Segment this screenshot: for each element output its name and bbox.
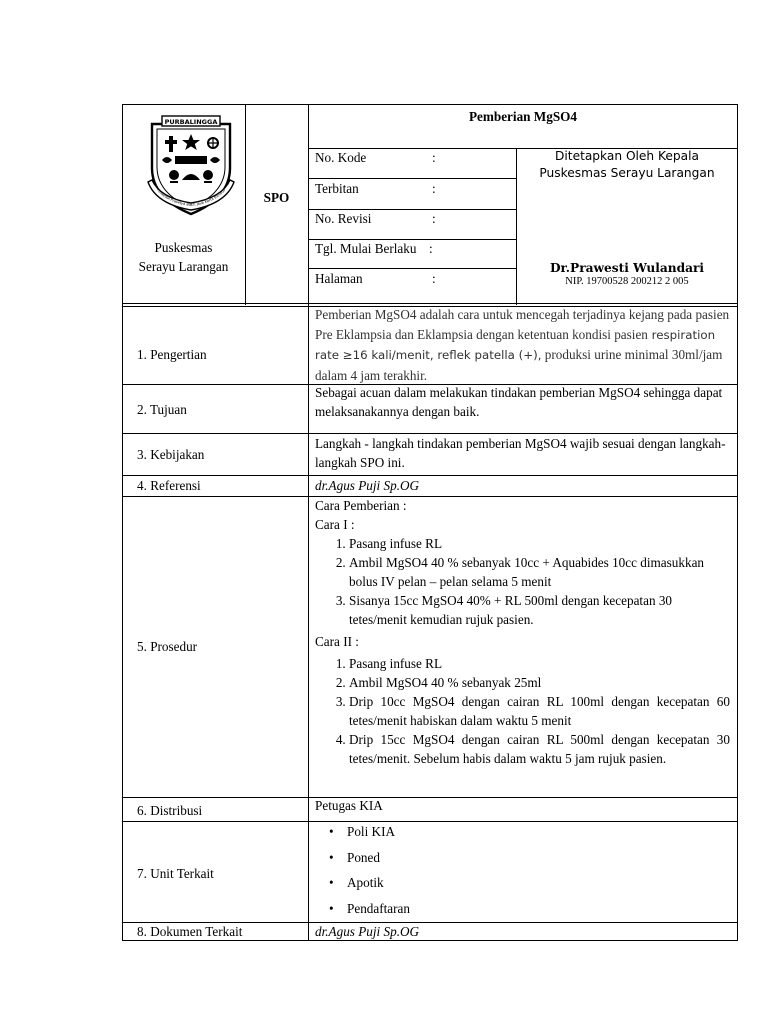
puskesmas-crest-logo — [142, 110, 240, 220]
list-item: • Poned — [333, 848, 733, 874]
section-label-distribusi: 6. Distribusi — [137, 803, 203, 818]
field-colon: : — [432, 211, 436, 226]
prosedur-cara1-title: Cara I : — [315, 517, 355, 532]
list-item: 1. Pasang infuse RL — [349, 654, 730, 673]
field-label: Terbitan — [315, 181, 359, 196]
field-tgl-mulai-berlaku — [315, 239, 515, 258]
prosedur-cara2-steps — [315, 654, 730, 768]
section-text-referensi: dr.Agus Puji Sp.OG — [315, 478, 420, 493]
field-colon: : — [432, 150, 436, 165]
pengertian-part2: respiration rate ≥16 kali/menit, reflek patella (+), — [315, 327, 716, 362]
section-prosedur-content — [315, 496, 730, 768]
field-label: Tgl. Mulai Berlaku — [315, 241, 417, 256]
field-colon: : — [429, 241, 433, 256]
field-no-revisi — [315, 209, 515, 228]
section-text-dokumen-terkait: dr.Agus Puji Sp.OG — [315, 924, 420, 939]
prosedur-cara1-steps — [315, 534, 730, 629]
list-item: 2. Ambil MgSO4 40 % sebanyak 25ml — [349, 673, 730, 692]
pengertian-part1: Pemberian MgSO4 adalah cara untuk mencegah terjadinya kejang pada pasien Pre Eklampsia dan Eklampsia dengan ketentuan kondisi pasien — [315, 307, 730, 342]
section-text-distribusi: Petugas KIA — [315, 798, 383, 813]
list-item: • Poli KIA — [333, 822, 733, 848]
field-colon: : — [432, 181, 436, 196]
list-item: 3. Drip 10cc MgSO4 dengan cairan RL 100ml dengan kecepatan 60 tetes/menit habiskan dalam waktu 5 menit — [349, 692, 730, 730]
section-unit-terkait-list — [315, 822, 733, 924]
list-item: 4. Drip 15cc MgSO4 dengan cairan RL 500ml dengan kecepatan 30 tetes/menit. Sebelum habis dalam waktu 5 jam rujuk pasien. — [349, 730, 730, 768]
signer-name: Dr.Prawesti Wulandari — [549, 261, 705, 275]
section-text-pengertian — [315, 305, 733, 385]
section-label-tujuan: 2. Tujuan — [137, 402, 187, 417]
org-name-line2: Serayu Larangan — [138, 259, 229, 274]
field-terbitan — [315, 179, 515, 198]
list-item: 1. Pasang infuse RL — [349, 534, 730, 553]
document-title: Pemberian MgSO4 — [468, 109, 578, 124]
spo-label: SPO — [263, 190, 290, 205]
logo-banner-text: PURBALINGGA — [164, 118, 218, 126]
section-label-kebijakan: 3. Kebijakan — [137, 447, 205, 462]
field-colon: : — [432, 271, 436, 286]
prosedur-cara2-title: Cara II : — [315, 634, 359, 649]
approval-text — [516, 148, 738, 182]
field-label: Halaman — [315, 271, 363, 286]
field-halaman — [315, 269, 515, 288]
section-label-dokumen-terkait: 8. Dokumen Terkait — [137, 924, 243, 939]
field-label: No. Revisi — [315, 211, 372, 226]
list-item: 2. Ambil MgSO4 40 % sebanyak 10cc + Aquabides 10cc dimasukkan bolus IV pelan – pelan selama 5 menit — [349, 553, 730, 591]
section-label-unit-terkait: 7. Unit Terkait — [137, 866, 214, 881]
section-text-tujuan: Sebagai acuan dalam melakukan tindakan pemberian MgSO4 sehingga dapat melaksanakannya dengan baik. — [315, 385, 723, 419]
org-name-line1: Puskesmas — [154, 240, 213, 255]
approval-line1: Ditetapkan Oleh Kepala — [555, 149, 699, 163]
list-item: 3. Sisanya 15cc MgSO4 40% + RL 500ml dengan kecepatan 30 tetes/menit kemudian rujuk pasien. — [349, 591, 730, 629]
section-label-pengertian: 1. Pengertian — [137, 347, 207, 362]
pengertian-part3: produksi urine minimal 30ml/jam dalam 4 jam terakhir. — [315, 347, 723, 383]
section-label-referensi: 4. Referensi — [137, 478, 201, 493]
list-item: • Apotik — [333, 873, 733, 899]
approval-line2: Puskesmas Serayu Larangan — [539, 166, 715, 180]
field-label: No. Kode — [315, 150, 367, 165]
prosedur-intro: Cara Pemberian : — [315, 498, 407, 513]
logo-motto-text: PERWIRA Prasetya Bakti Jaya Kerta Raharja — [155, 187, 227, 207]
list-item: • Pendaftaran — [333, 899, 733, 925]
section-text-kebijakan: Langkah - langkah tindakan pemberian MgSO4 wajib sesuai dengan langkah- langkah SPO ini. — [315, 436, 726, 470]
org-name — [122, 238, 245, 276]
section-label-prosedur: 5. Prosedur — [137, 639, 198, 654]
field-no-kode — [315, 148, 515, 167]
signer-nip: NIP. 19700528 200212 2 005 — [565, 276, 689, 287]
